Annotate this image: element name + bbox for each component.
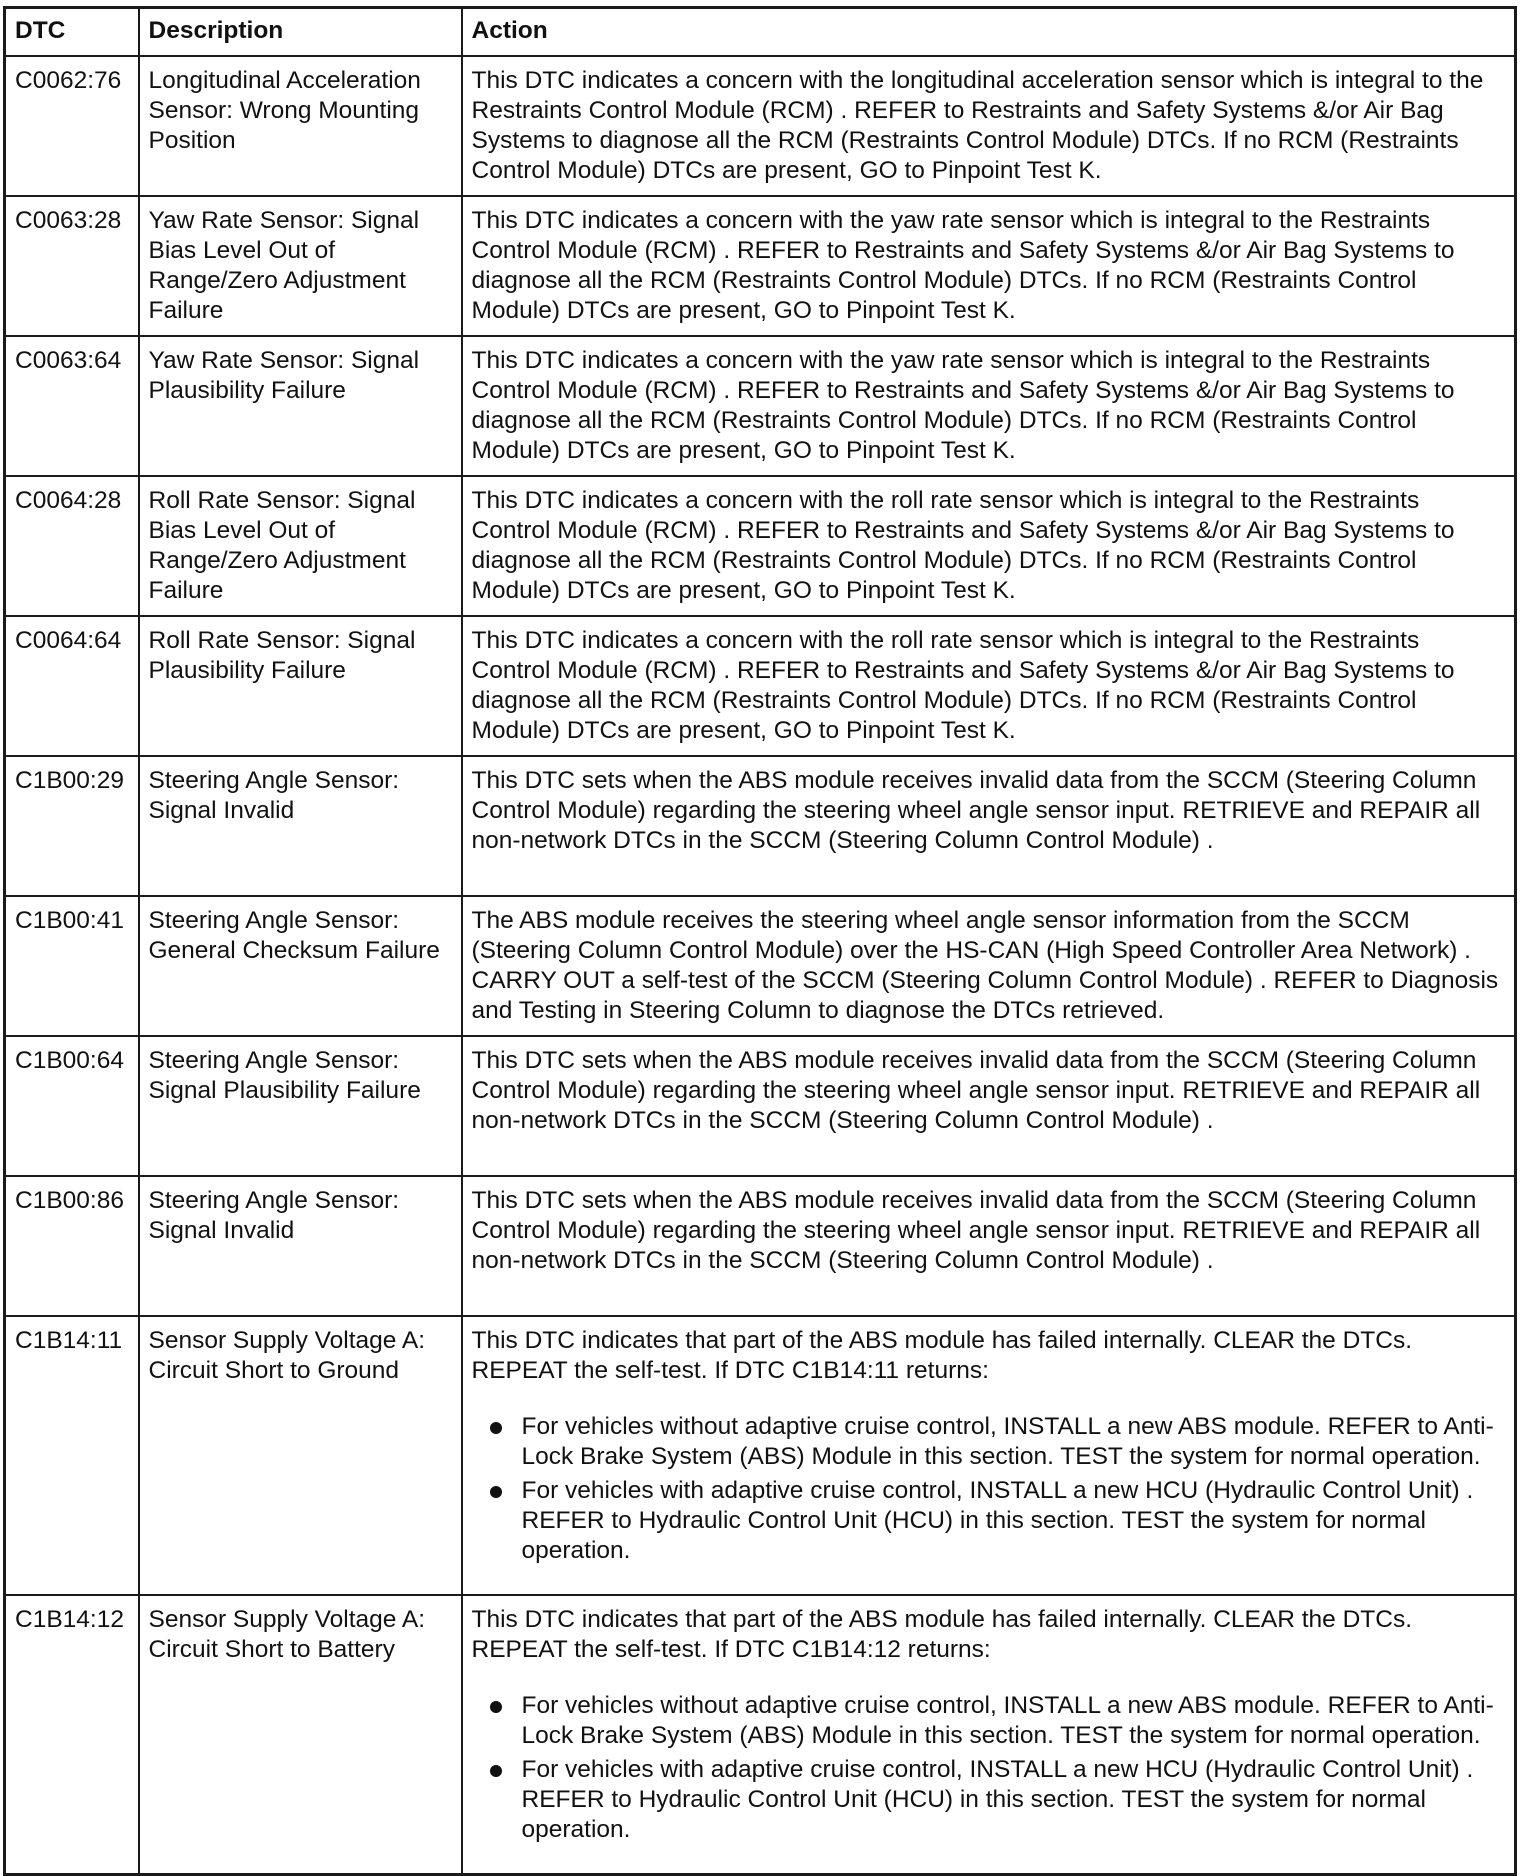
dtc-action: This DTC indicates that part of the ABS module has failed internally. CLEAR the DTCs. REPEAT the self-test. If DTC C1B14:12 returns: [471,1606,1412,1663]
dtc-code: C0064:64 [5,616,139,756]
dtc-table [3,6,1517,1876]
table-row [5,1036,1516,1176]
list-item [522,1755,1506,1845]
dtc-description: Sensor Supply Voltage A: Circuit Short to Ground [139,1316,462,1595]
dtc-code: C0064:28 [5,476,139,616]
dtc-description: Steering Angle Sensor: General Checksum Failure [139,896,462,1036]
dtc-description: Sensor Supply Voltage A: Circuit Short to Battery [139,1595,462,1875]
dtc-code: C1B00:64 [5,1036,139,1176]
dtc-action-cell [462,1595,1516,1875]
dtc-action: This DTC indicates a concern with the longitudinal acceleration sensor which is integral to the Restraints Control Module (RCM) . REFER to Restraints and Safety Systems &/or Air Bag Systems to diagnose all the RCM (Restraints Control Module) DTCs. If no RCM (Restraints Control Module) DTCs are present, GO to Pinpoint Test K. [462,56,1516,196]
dtc-code: C1B00:41 [5,896,139,1036]
dtc-description: Steering Angle Sensor: Signal Invalid [139,1176,462,1316]
table-row [5,1176,1516,1316]
table-row [5,336,1516,476]
dtc-description: Yaw Rate Sensor: Signal Plausibility Failure [139,336,462,476]
dtc-action: The ABS module receives the steering wheel angle sensor information from the SCCM (Steering Column Control Module) over the HS-CAN (High Speed Controller Area Network) . CARRY OUT a self-test of the SCCM (Steering Column Control Module) . REFER to Diagnosis and Testing in Steering Column to diagnose the DTCs retrieved. [462,896,1516,1036]
header-description: Description [139,8,462,57]
dtc-action-cell [462,1316,1516,1595]
dtc-action: This DTC indicates a concern with the yaw rate sensor which is integral to the Restraints Control Module (RCM) . REFER to Restraints and Safety Systems &/or Air Bag Systems to diagnose all the RCM (Restraints Control Module) DTCs. If no RCM (Restraints Control Module) DTCs are present, GO to Pinpoint Test K. [462,196,1516,336]
dtc-description: Roll Rate Sensor: Signal Bias Level Out of Range/Zero Adjustment Failure [139,476,462,616]
dtc-description: Longitudinal Acceleration Sensor: Wrong Mounting Position [139,56,462,196]
dtc-action: This DTC indicates a concern with the roll rate sensor which is integral to the Restraints Control Module (RCM) . REFER to Restraints and Safety Systems &/or Air Bag Systems to diagnose all the RCM (Restraints Control Module) DTCs. If no RCM (Restraints Control Module) DTCs are present, GO to Pinpoint Test K. [462,616,1516,756]
dtc-action: This DTC sets when the ABS module receives invalid data from the SCCM (Steering Column Control Module) regarding the steering wheel angle sensor input. RETRIEVE and REPAIR all non-network DTCs in the SCCM (Steering Column Control Module) . [462,756,1516,896]
action-step-text: For vehicles without adaptive cruise control, INSTALL a new ABS module. REFER to Anti-Lock Brake System (ABS) Module in this section. TEST the system for normal operation. [521,1692,1494,1749]
action-step-text: For vehicles with adaptive cruise control, INSTALL a new HCU (Hydraulic Control Unit) . REFER to Hydraulic Control Unit (HCU) in this section. TEST the system for normal operation. [521,1477,1474,1564]
table-row [5,1595,1516,1875]
dtc-description: Steering Angle Sensor: Signal Invalid [139,756,462,896]
table-row [5,56,1516,196]
dtc-code: C1B14:11 [5,1316,139,1595]
dtc-description: Roll Rate Sensor: Signal Plausibility Failure [139,616,462,756]
list-item [522,1412,1506,1472]
dtc-action: This DTC indicates that part of the ABS module has failed internally. CLEAR the DTCs. REPEAT the self-test. If DTC C1B14:11 returns: [471,1327,1412,1384]
table-row [5,616,1516,756]
table-row [5,756,1516,896]
table-row [5,476,1516,616]
dtc-code: C1B00:29 [5,756,139,896]
dtc-action: This DTC indicates a concern with the yaw rate sensor which is integral to the Restraints Control Module (RCM) . REFER to Restraints and Safety Systems &/or Air Bag Systems to diagnose all the RCM (Restraints Control Module) DTCs. If no RCM (Restraints Control Module) DTCs are present, GO to Pinpoint Test K. [462,336,1516,476]
table-row [5,196,1516,336]
table-row [5,896,1516,1036]
list-item [522,1476,1506,1566]
list-item [522,1691,1506,1751]
action-steps-list [472,1691,1506,1845]
dtc-description: Yaw Rate Sensor: Signal Bias Level Out of Range/Zero Adjustment Failure [139,196,462,336]
dtc-code: C1B14:12 [5,1595,139,1875]
table-row [5,1316,1516,1595]
header-dtc: DTC [5,8,139,57]
dtc-table-container [3,6,1517,1876]
dtc-code: C0063:28 [5,196,139,336]
dtc-action: This DTC sets when the ABS module receives invalid data from the SCCM (Steering Column Control Module) regarding the steering wheel angle sensor input. RETRIEVE and REPAIR all non-network DTCs in the SCCM (Steering Column Control Module) . [462,1036,1516,1176]
dtc-code: C0063:64 [5,336,139,476]
dtc-code: C0062:76 [5,56,139,196]
dtc-description: Steering Angle Sensor: Signal Plausibility Failure [139,1036,462,1176]
dtc-action: This DTC indicates a concern with the roll rate sensor which is integral to the Restraints Control Module (RCM) . REFER to Restraints and Safety Systems &/or Air Bag Systems to diagnose all the RCM (Restraints Control Module) DTCs. If no RCM (Restraints Control Module) DTCs are present, GO to Pinpoint Test K. [462,476,1516,616]
bullet-icon [490,1422,502,1434]
dtc-code: C1B00:86 [5,1176,139,1316]
action-steps-list [472,1412,1506,1566]
bullet-icon [490,1486,502,1498]
header-action: Action [462,8,1516,57]
dtc-action: This DTC sets when the ABS module receives invalid data from the SCCM (Steering Column Control Module) regarding the steering wheel angle sensor input. RETRIEVE and REPAIR all non-network DTCs in the SCCM (Steering Column Control Module) . [462,1176,1516,1316]
action-step-text: For vehicles without adaptive cruise control, INSTALL a new ABS module. REFER to Anti-Lock Brake System (ABS) Module in this section. TEST the system for normal operation. [521,1413,1494,1470]
table-header-row [5,8,1516,57]
bullet-icon [490,1701,502,1713]
action-step-text: For vehicles with adaptive cruise control, INSTALL a new HCU (Hydraulic Control Unit) . REFER to Hydraulic Control Unit (HCU) in this section. TEST the system for normal operation. [521,1756,1474,1843]
bullet-icon [490,1765,502,1777]
